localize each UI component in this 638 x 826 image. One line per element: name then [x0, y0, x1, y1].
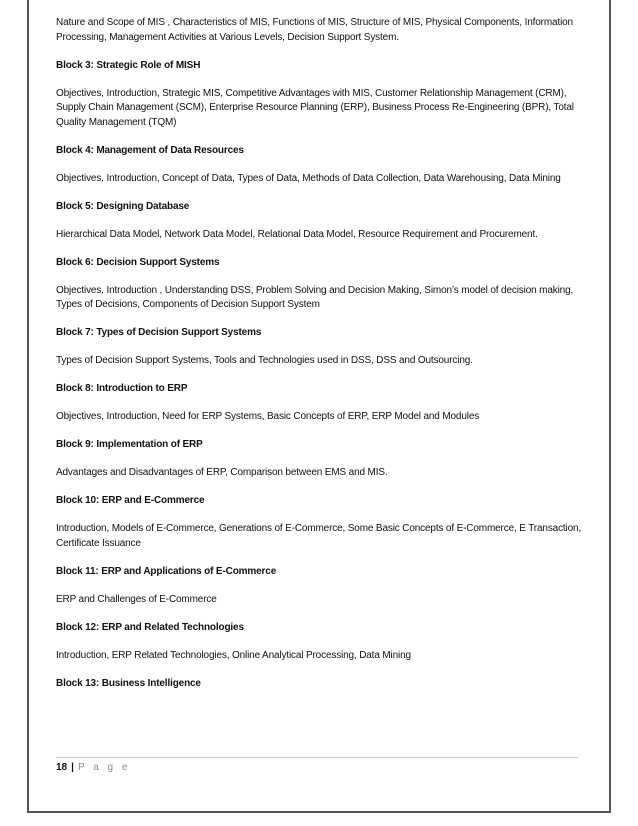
block-description: ERP and Challenges of E-Commerce: [56, 593, 217, 605]
block-12: [56, 621, 584, 664]
block-heading: Block 4: Management of Data Resources: [56, 144, 244, 156]
footer-divider: [56, 757, 578, 758]
block-13: [56, 677, 584, 692]
block-7: [56, 326, 584, 369]
block-heading: Block 9: Implementation of ERP: [56, 439, 203, 450]
block-heading: Block 6: Decision Support Systems: [56, 256, 220, 268]
document-body: [56, 16, 584, 705]
block-4: [56, 144, 584, 187]
block-heading: Block 13: Business Intelligence: [56, 677, 201, 689]
page-footer: [56, 762, 130, 773]
footer-separator: |: [71, 762, 74, 773]
block-8: [56, 382, 584, 425]
block-description: Advantages and Disadvantages of ERP, Comparison between EMS and MIS.: [56, 467, 388, 478]
block-description: Types of Decision Support Systems, Tools and Technologies used in DSS, DSS and Outsourcing.: [56, 355, 473, 366]
block-heading: Block 10: ERP and E-Commerce: [56, 495, 205, 506]
block-description: Introduction, ERP Related Technologies, Online Analytical Processing, Data Mining: [56, 649, 411, 661]
page-label: P a g e: [77, 762, 131, 773]
block-description: Hierarchical Data Model, Network Data Model, Relational Data Model, Resource Requirement and Procurement.: [56, 228, 538, 240]
block-description: Objectives, Introduction, Need for ERP Systems, Basic Concepts of ERP, ERP Model and Modules: [56, 411, 480, 422]
block-3: [56, 59, 584, 131]
block-10: [56, 494, 584, 551]
block-description: Introduction, Models of E-Commerce, Generations of E-Commerce, Some Basic Concepts of E-Commerce, E Transaction, Certificate Issuance: [56, 523, 582, 549]
block-heading: Block 7: Types of Decision Support Systems: [56, 327, 262, 338]
block-heading: Block 11: ERP and Applications of E-Commerce: [56, 565, 277, 577]
block-heading: Block 12: ERP and Related Technologies: [56, 621, 244, 633]
page-number: 18: [56, 762, 68, 773]
block-description: Objectives, Introduction , Understanding DSS, Problem Solving and Decision Making, Simon’s model of decision making, Types of Decisions, Components of Decision Support System: [56, 284, 574, 310]
block-6: [56, 256, 584, 313]
block-11: [56, 565, 584, 608]
block-5: [56, 200, 584, 243]
block-description: Objectives, Introduction, Strategic MIS, Competitive Advantages with MIS, Customer Relationship Management (CRM), Supply Chain Management (SCM), Enterprise Resource Planning (ERP), Business Process Re-Engineering (BPR), Total Quality Management (TQM): [56, 87, 574, 128]
block-heading: Block 5: Designing Database: [56, 200, 190, 212]
block-description: Objectives, Introduction, Concept of Data, Types of Data, Methods of Data Collection, Data Warehousing, Data Mining: [56, 172, 561, 184]
block-9: [56, 438, 584, 481]
block-heading: Block 8: Introduction to ERP: [56, 383, 188, 394]
block-heading: Block 3: Strategic Role of MISH: [56, 59, 201, 71]
intro-paragraph: Nature and Scope of MIS , Characteristics of MIS, Functions of MIS, Structure of MIS, Physical Components, Information Processing, Management Activities at Various Levels, Decision Support System.: [56, 17, 573, 43]
